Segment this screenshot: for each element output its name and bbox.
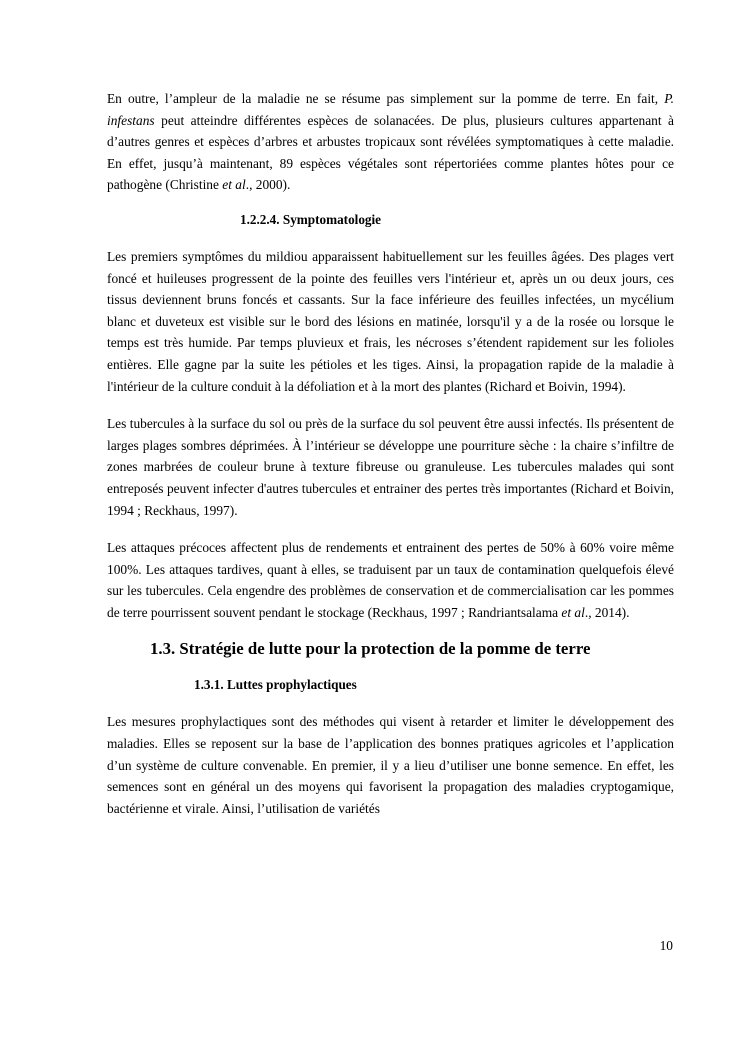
document-page [107, 88, 674, 835]
heading-luttes-prophylactiques: 1.3.1. Luttes prophylactiques [194, 677, 357, 693]
text-run: En outre, l’ampleur de la maladie ne se résume pas simplement sur la pomme de terre. En fait, [107, 91, 665, 106]
text-run: Les attaques précoces affectent plus de rendements et entrainent des pertes de 50% à 60% voire même 100%. Les attaques tardives, quant à elles, se traduisent par un taux de contamination quelquefois élevé sur les tubercules. Cela engendre des problèmes de conservation et de commercialisation car les pommes de terre pourrissent souvent pendant le stockage (Reckhaus, 1997 ; Randriantsalama [107, 540, 674, 620]
text-run: peut atteindre différentes espèces de solanacées. De plus, plusieurs cultures appartenant à d’autres genres et espèces d’arbres et arbustes tropicaux sont révélées symptomatiques à cette maladie. En effet, jusqu’à maintenant, 89 espèces végétales sont répertoriées comme plantes hôtes pour ce pathogène (Christine [107, 112, 674, 193]
et-al: et al [222, 177, 246, 193]
text-run: ., 2014). [584, 604, 630, 620]
paragraph-prophylactic-measures: Les mesures prophylactiques sont des méthodes qui visent à retarder et limiter le développement des maladies. Elles se reposent sur la base de l’application des bonnes pratiques agricoles et l’application d’un système de culture convenable. En premier, il y a lieu d’utiliser une bonne semence. En effet, les semences sont en général un des moyens qui favorisent la propagation des maladies cryptogamique, bactérienne et virale. Ainsi, l’utilisation de variétés [107, 714, 674, 816]
paragraph-host-range [107, 88, 674, 196]
et-al: et al [561, 604, 585, 620]
species-name: P. infestans [107, 91, 674, 128]
heading-strategie-lutte: 1.3. Stratégie de lutte pour la protection de la pomme de terre [150, 639, 591, 659]
text-run: ., 2000). [245, 177, 291, 193]
paragraph-leaf-symptoms: Les premiers symptômes du mildiou apparaissent habituellement sur les feuilles âgées. Des plages vert foncé et huileuses progressent de la pointe des feuilles vers l'intérieur et, après un ou deux jours, ces tissus deviennent bruns foncés et cassants. Sur la face inférieure des feuilles infectées, un mycélium blanc et duveteux est visible sur le bord des lésions en matinée, lorsqu'il y a de la rosée ou lorsque le temps est très humide. Par temps pluvieux et frais, les nécroses s’étendent rapidement sur les folioles entières. Elle gagne par la suite les pétioles et les tiges. Ainsi, la propagation rapide de la maladie à l'intérieur de la culture conduit à la défoliation et à la mort des plantes (Richard et Boivin, 1994). [107, 248, 674, 394]
paragraph-yield-losses [107, 537, 674, 623]
heading-symptomatologie: 1.2.2.4. Symptomatologie [240, 211, 382, 227]
paragraph-tuber-symptoms: Les tubercules à la surface du sol ou près de la surface du sol peuvent être aussi infectés. Ils présentent de larges plages sombres déprimées. À l’intérieur se développe une pourriture sèche : la chaire s’infiltre de zones marbrées de couleur brune à texture fibreuse ou granuleuse. Les tubercules malades qui sont entreposés peuvent infecter d'autres tubercules et entrainer des pertes très importantes (Richard et Boivin, 1994 ; Reckhaus, 1997). [107, 416, 674, 518]
page-number: 10 [659, 938, 673, 953]
